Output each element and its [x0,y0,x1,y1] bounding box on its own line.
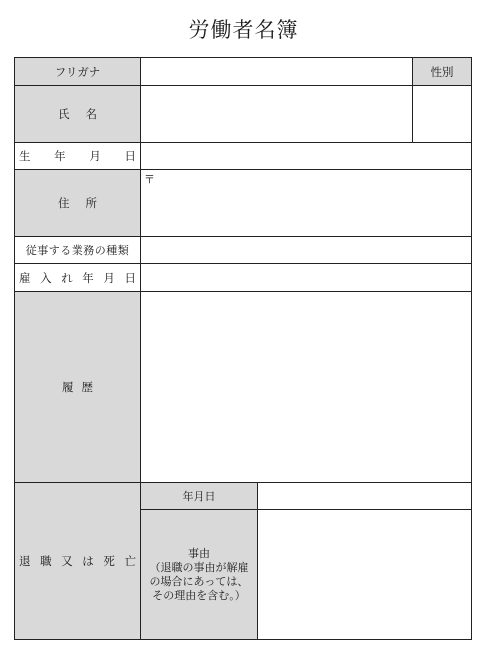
name-label-char: 氏 [58,107,70,121]
history-label [14,291,140,482]
furigana-field[interactable] [140,57,412,85]
hire-date-label [14,263,140,291]
address-label-char: 住 [58,196,70,210]
name-label-char: 名 [85,107,97,121]
reason-line: その理由を含む。） [152,588,246,602]
hire-date-field[interactable] [140,263,472,291]
retire-date-field[interactable] [257,482,472,509]
retire-reason-label [140,509,257,640]
birth-label-char: 月 [89,149,101,163]
address-label [14,169,140,236]
name-field[interactable] [140,85,412,142]
retire-label-char: は [82,554,94,568]
hire-label-char: 月 [103,270,115,285]
history-label-char: 歴 [81,380,93,394]
job-type-label: 従事する業務の種類 [14,236,140,263]
birth-date-label [14,142,140,169]
reason-line: 事由 [188,546,210,560]
birth-date-field[interactable] [140,142,472,169]
birth-label-char: 年 [54,149,66,163]
address-label-char: 所 [85,196,97,210]
job-type-field[interactable] [140,236,472,263]
retire-date-label: 年月日 [140,482,257,509]
hire-label-char: 入 [40,270,52,285]
address-field[interactable] [140,169,472,236]
postal-mark: 〒 [144,173,155,186]
name-label [14,85,140,142]
hire-label-char: 年 [82,270,94,285]
retire-label [14,482,140,640]
retire-label-char: 職 [40,554,52,568]
hire-label-char: 日 [124,270,136,285]
gender-label: 性別 [412,57,472,85]
page-title: 労働者名簿 [188,18,299,42]
reason-line: （退職の事由が解雇 [149,560,249,574]
retire-label-char: 亡 [124,554,136,568]
reason-line: の場合にあっては、 [149,574,249,588]
retire-label-char: 又 [61,554,73,568]
birth-label-char: 生 [19,149,31,163]
retire-reason-field[interactable] [257,509,472,640]
history-label-char: 履 [62,380,74,394]
furigana-label: フリガナ [14,57,140,85]
retire-label-char: 死 [103,554,115,568]
hire-label-char: 雇 [19,270,31,285]
hire-label-char: れ [61,270,73,285]
history-field[interactable] [140,291,472,482]
gender-field[interactable] [412,85,472,142]
birth-label-char: 日 [124,149,136,163]
retire-label-char: 退 [19,554,31,568]
